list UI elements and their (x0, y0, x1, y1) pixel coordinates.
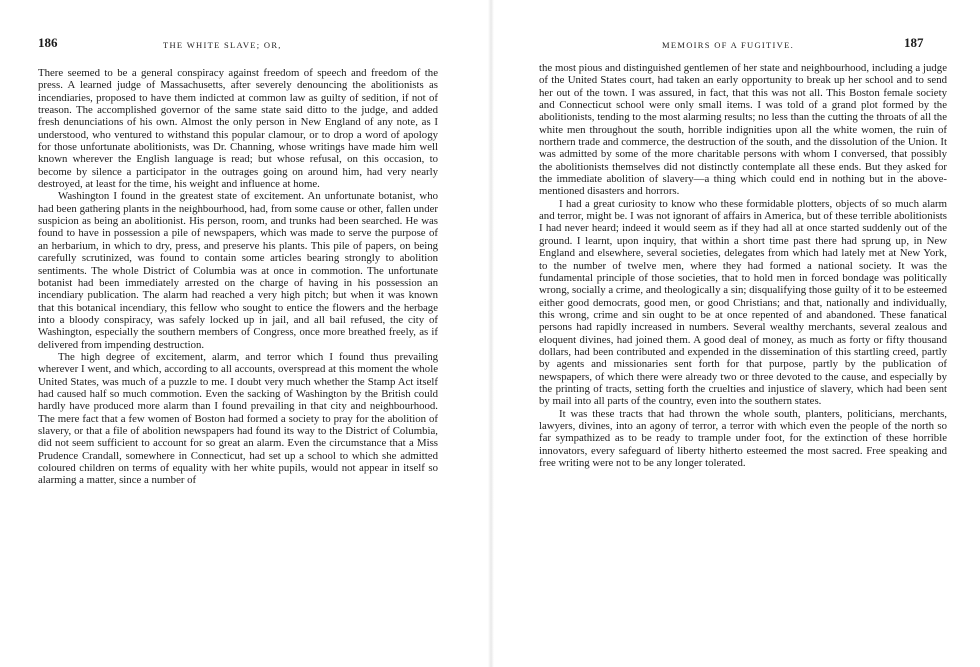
paragraph: It was these tracts that had thrown the whole south, planters, politicians, merchants, lawyers, divines, into an agony of terror, a terror with which even the people of the north so far sympathized as to be ready to trample under foot, for the extinction of these horrible innovators, every safeguard of liberty hitherto esteemed the most sacred. Free speaking and free writing were not to be any longer tolerated. (539, 407, 947, 469)
right-page (490, 0, 980, 667)
left-text-column (38, 67, 438, 487)
page-number-left: 186 (38, 35, 58, 50)
paragraph: The high degree of excitement, alarm, and terror which I found thus prevailing wherever I went, and which, according to all accounts, overspread at this moment the whole United States, was much of a puzzle to me. I doubt very much whether the Stamp Act itself had caused half so much commotion. Even the sacking of Washington by the British could hardly have produced more alarm than I found prevailing in that city and neighbourhood. The mere fact that a few women of Boston had formed a society to pray for the abolition of slavery, or that a file of abolition newspapers had found its way to the District of Columbia, did not seem sufficient to account for so great an alarm. Even the circumstance that a Miss Prudence Crandall, somewhere in Connecticut, had set up a school to which she admitted coloured children on terms of equality with her white pupils, would not appear in itself so alarming a matter, since a number of (38, 350, 438, 487)
running-title-left: THE WHITE SLAVE; OR, (163, 40, 282, 50)
paragraph: There seemed to be a general conspiracy against freedom of speech and freedom of the press. A learned judge of Massachusetts, after severely denouncing the abolitionists as incendiaries, proposed to have them indicted at common law as guilty of sedition, if not of treason. The accomplished governor of the same state said ditto to the judge, and added fresh denunciations of his own. Almost the only person in New England of any note, as I understood, who ventured to withstand this popular clamour, or to drop a word of apology for those unfortunate abolitionists, was Dr. Channing, whose writings have made him well known wherever the English language is read; but whose refusal, on this occasion, to become by silence a participator in the outrages going on around him, had very nearly destroyed, at least for the time, his weight and influence at home. (38, 67, 438, 191)
paragraph: Washington I found in the greatest state of excitement. An unfortunate botanist, who had been gathering plants in the neighbourhood, had, from some cause or other, fallen under suspicion as being an abolitionist. His person, room, and trunks had been searched. He was found to have in possession a pile of newspapers, which was made to serve the purpose of an herbarium, in which to dry, press, and preserve his plants. This pile of papers, on being carefully scrutinized, was found to contain some articles bearing strongly to abolition sentiments. The whole District of Columbia was at once in commotion. The unfortunate botanist had been immediately arrested on the charge of having in his possession an incendiary publication. The alarm had reached a very high pitch; but when it was known that this botanical incendiary, this fellow who sought to entice the flowers and the herbage into a bloody conspiracy, was safely locked up in jail, and all bail refused, the city of Washington, especially the southern members of Congress, once more breathed freely, as if delivered from impending destruction. (38, 190, 438, 351)
paragraph: the most pious and distinguished gentlemen of her state and neighbourhood, including a judge of the United States court, had taken an early opportunity to break up her school and to send her out of the town. I was assured, in fact, that this was not all. This Boston female society and Connecticut school were only small items. I was told of a grand plot formed by the abolitionists, tending to the most alarming results; no less than the cutting the throats of all the white men throughout the south, horrible indignities upon all the white women, the ruin of northern trade and commerce, the destruction of the south, and the dissolution of the Union. It was admitted by some of the more charitable persons with whom I conversed, that possibly the abolitionists themselves did not distinctly contemplate all these ends. But they asked for the immediate abolition of slavery—a thing which could end in nothing but in the above-mentioned disasters and horrors. (539, 62, 947, 198)
page-number-right: 187 (904, 35, 924, 50)
right-text-column (539, 62, 947, 469)
running-title-right: MEMOIRS OF A FUGITIVE. (662, 40, 795, 50)
paragraph: I had a great curiosity to know who these formidable plotters, objects of so much alarm and terror, might be. I was not ignorant of affairs in America, but of these terrible abolitionists I had never heard; indeed it would seem as if they had all at once started suddenly out of the ground. I learnt, upon inquiry, that within a short time past there had sprung up, in New England and elsewhere, several societies, delegates from which had lately met at New York, to the number of twelve men, where they had formed a national society. It was the fundamental principle of those societies, that to hold men in forced bondage was politically wrong, socially a crime, and theologically a sin; disqualifying those guilty of it to be esteemed either good democrats, good men, or good Christians; and that, nationally and individually, this wrong, crime and sin ought to be at once repented of and abandoned. These fanatical persons had rapidly increased in numbers. Several wealthy merchants, several zealous and eloquent divines, had joined them. A good deal of money, as much as forty or fifty thousand dollars, had been contributed and expended in the dissemination of this startling creed, partly by agents and missionaries sent forth for that purpose, partly by the publication of newspapers, of which there were already two or three devoted to the cause, and especially by the printing of tracts, setting forth the cruelties and injustice of slavery, which had been sent by mail into all parts of the country, even into the southern states. (539, 197, 947, 408)
